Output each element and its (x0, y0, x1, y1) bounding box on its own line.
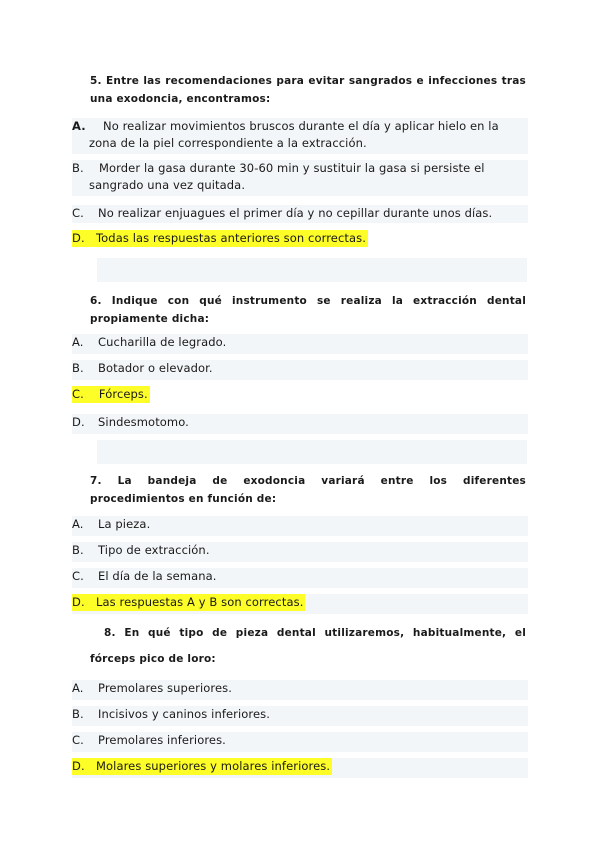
option-text: El día de la semana. (98, 569, 217, 583)
option-letter: B. (72, 161, 84, 175)
question-8: 8. En qué tipo de pieza dental utilizaremos, habitualmente, el fórceps pico de loro: (90, 627, 526, 665)
option-letter: A. (72, 335, 84, 349)
option-text: Botador o elevador. (98, 361, 213, 375)
highlighted-answer (72, 386, 150, 403)
question-6-option-a[interactable] (72, 334, 528, 354)
option-text: Las respuestas A y B son correctas. (96, 595, 304, 609)
question-5-option-c[interactable] (72, 205, 528, 223)
option-letter: C. (72, 387, 84, 401)
option-letter: A. (72, 681, 84, 695)
question-6-option-c[interactable] (72, 386, 528, 406)
question-6-option-b[interactable] (72, 360, 528, 380)
option-text: Morder la gasa durante 30-60 min y sustituir la gasa si persiste el sangrado una vez quitada. (89, 161, 485, 192)
option-letter: C. (72, 206, 84, 220)
option-letter: D. (72, 415, 85, 429)
question-5: 5. Entre las recomendaciones para evitar sangrados e infecciones tras una exodoncia, encontramos: (90, 75, 526, 105)
option-letter: B. (72, 543, 84, 557)
option-text: Todas las respuestas anteriores son correctas. (96, 231, 366, 245)
highlighted-answer (72, 230, 368, 247)
highlighted-answer (72, 758, 332, 775)
question-7-option-b[interactable] (72, 542, 528, 562)
option-text: Incisivos y caninos inferiores. (98, 707, 271, 721)
option-text: No realizar enjuagues el primer día y no cepillar durante unos días. (98, 206, 493, 220)
question-6-option-d[interactable] (72, 414, 528, 434)
question-8-option-c[interactable] (72, 732, 528, 752)
question-5-option-a[interactable] (72, 118, 528, 154)
answer-blank (97, 440, 527, 464)
question-5-option-b[interactable] (72, 160, 528, 196)
question-7-option-a[interactable] (72, 516, 528, 536)
option-text: Cucharilla de legrado. (98, 335, 227, 349)
option-text: Premolares superiores. (98, 681, 232, 695)
question-7-option-d[interactable] (72, 594, 528, 614)
option-letter: D. (72, 595, 85, 609)
option-text: La pieza. (98, 517, 151, 531)
option-letter: B. (72, 707, 84, 721)
question-8-option-a[interactable] (72, 680, 528, 700)
highlighted-answer (72, 594, 305, 611)
question-6: 6. Indique con qué instrumento se realiza la extracción dental propiamente dicha: (90, 295, 526, 325)
option-text: Molares superiores y molares inferiores. (96, 759, 331, 773)
question-8-option-d[interactable] (72, 758, 528, 778)
option-letter: C. (72, 569, 84, 583)
option-text: Premolares inferiores. (98, 733, 226, 747)
option-letter: D. (72, 231, 85, 245)
question-8-option-b[interactable] (72, 706, 528, 726)
option-letter: A. (72, 119, 86, 133)
option-letter: B. (72, 361, 84, 375)
option-text: Fórceps. (98, 387, 148, 401)
option-text: Sindesmotomo. (98, 415, 189, 429)
question-7-option-c[interactable] (72, 568, 528, 588)
question-5-option-d[interactable] (72, 230, 528, 250)
option-letter: D. (72, 759, 85, 773)
question-7: 7. La bandeja de exodoncia variará entre los diferentes procedimientos en función de: (90, 475, 526, 505)
option-letter: C. (72, 733, 84, 747)
option-letter: A. (72, 517, 84, 531)
option-text: Tipo de extracción. (98, 543, 210, 557)
option-text: No realizar movimientos bruscos durante el día y aplicar hielo en la zona de la piel correspondiente a la extracción. (89, 119, 499, 150)
answer-blank (97, 258, 527, 282)
